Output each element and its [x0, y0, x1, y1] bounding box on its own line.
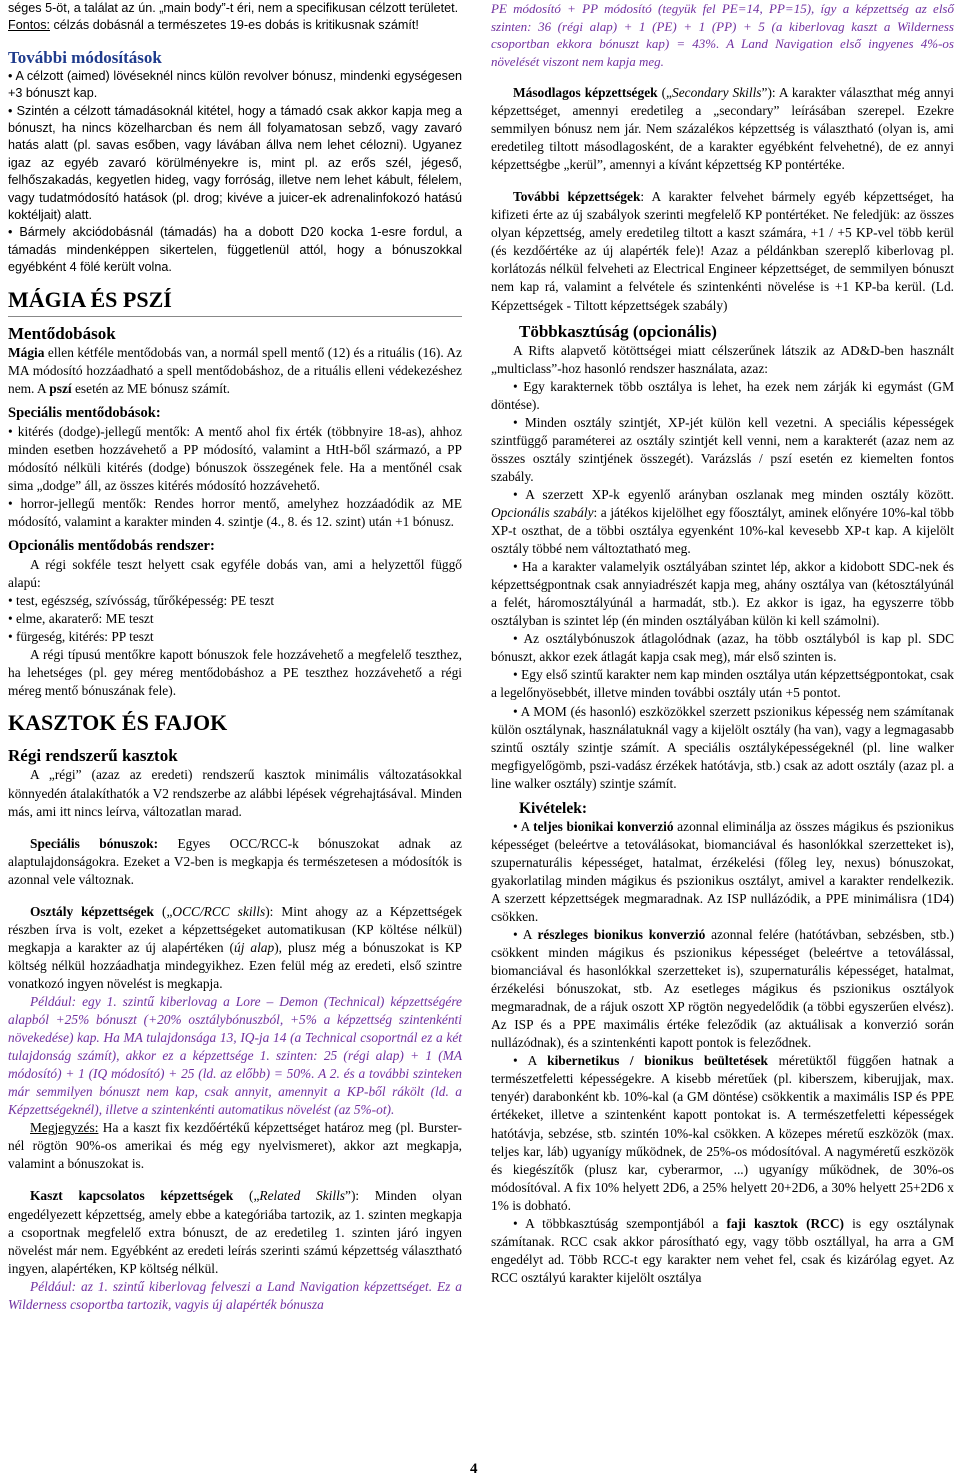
- bold-term: További képzettségek: [513, 189, 641, 205]
- paragraph: [8, 17, 462, 34]
- text: : a játékos kijelölhet egy főosztályt, aminek előnyére 10%-kal több XP-t oszthat, de a többi osztálya egyenként 10%-kal kevesebb XP-t kap. A kijelölt osztály többé nem változtatható meg.: [491, 504, 954, 557]
- bullet-item: • Egy első szintű karakter nem kap minden osztálya után képzettségpontokat, csak a legelőnyösebbét, illetve minden további osztály után +5 pontot.: [491, 667, 954, 701]
- bullet-item: [491, 926, 954, 1052]
- text: méretüktől függően hatnak a természetfeletti képességekre. A kisebb méretűek (pl. kiberszem, kiberujjak, max. tenyér) darabonként kb. 10%-kal (a GM döntése) csökkentik a maximális ISP és PPE értékeket, illetve a szintenként kapott pontokat is. A természetfeletti képességek hatótávja, sebzése, stb. szintén 10%-kal csökken. A közepes méretű eszközök (max. teljes kar, láb) ugyanígy működnek, de 25%-os módosítóval. A nagyméretű eszközök és kiegészítők (plusz kar, cyberarmor, ...) ugyanígy működnek, de 30%-os módosítóval. A fix 10% helyett 2D6, a 25% helyett 20+2D6, a 30% helyett 25+2D6 x 1% is dobható.: [491, 1053, 955, 1213]
- bold-term: faji kasztok (RCC): [726, 1215, 845, 1231]
- paragraph: A Rifts alapvető kötöttségei miatt célszerűnek látszik az AD&D-ben használt „multiclass”-hoz hasonló rendszer használata, azaz:: [491, 342, 954, 376]
- text: ”): A karakter választhat még annyi képzettséget, amennyi eredetileg a „secondary” leírásában szerepel. Ezekre semmilyen bónusz nem jár. Nem százalékos képzettség is választható (olyan is, ami eredetileg tiltott másodlagosként, de a karakter egyébként felvehetné), de ez annyi képzettségbe „kerül”, amennyi a kívánt képzettség KP pontértéke.: [491, 85, 954, 173]
- bold-term: Speciális bónuszok:: [30, 835, 159, 851]
- paragraph: [8, 835, 462, 889]
- section-heading: Régi rendszerű kasztok: [8, 746, 178, 766]
- chapter-heading: MÁGIA ÉS PSZÍ: [8, 287, 462, 317]
- text: : A karakter felvehet bármely egyéb képzettséget, ha kifizeti érte az új szabályok szerinti megfelelő KP pontértéket. Ne feledjük: az összes olyan képzettség, amely eredetileg tiltott a kaszt számára, +1 / +5 KP-vel több kerül (és kezdőértéke az új alapérték fele)! Azaz a példánkban szereplő kiberlovag pl. korlátozás nélkül felveheti az Electrical Engineer képzettséget, de semmilyen bónuszt nem kap rá, valamint a felvétele és szintenkénti növelése is +1 KP-ba kerül. (Ld. Képzettségek - Tiltott képzettségek szabály): [491, 189, 954, 313]
- text: Ha a kaszt fix kezdőértékű képzettséget határoz meg (pl. Burster-nél rögtön 90%-os amerikai és még egy nyelvismeret), akkor azt megkapja, valamint a bónuszokat is.: [8, 1120, 462, 1172]
- text: is egy osztálynak számítanak. RCC csak akkor párosítható egy, vagy több osztállyal, ha arra a GM engedélyt ad. Több RCC-t egy karakter nem vehet fel, csak és kizárólag egyet. Az RCC osztályú karakter kijelölt osztálya: [491, 1215, 954, 1285]
- paragraph: Osztály képzettségek („OCC/RCC skills): Mint ahogy az a Képzettségek részben írva is volt, ezeket a képzettségeket automatikusan (KP költése nélkül) megkapja a karakter az új alapértéken (új alap), plusz még a bónuszokat is KP költség nélkül hozzáadhatja mindegyikhez. Ezen felül még az eredeti, első szintre vonatkozó ingyen növelést is megkapja.: [8, 903, 463, 991]
- text: • A többkasztúság szempontjából a: [513, 1215, 727, 1231]
- bullet-item: [491, 486, 954, 558]
- bold-term: kibernetikus / bionikus beültetések: [547, 1053, 768, 1069]
- left-column: [8, 0, 462, 1314]
- paragraph: [491, 188, 954, 314]
- bullet-item: • Egy karakternek több osztálya is lehet, ha ezek nem zárják ki egymást (GM döntése).: [491, 378, 954, 412]
- bullet-item: [491, 1215, 954, 1287]
- page-number: 4: [470, 1461, 478, 1477]
- bold-term: Kaszt kapcsolatos képzettségek: [30, 1188, 234, 1204]
- bullet-item: • Az osztálybónuszok átlagolódnak (azaz, ha több osztályból is kap pl. SDC bónuszt, akkor ezek átlagát kapja csak meg), már első szinten is.: [491, 631, 954, 665]
- text: Egyes OCC/RCC-k bónuszokat adnak az alaptulajdonságokra. Ezeket a V2-ben is megkapja és természetesen a módosítók is azonnal vele változnak.: [8, 835, 462, 887]
- paragraph: A régi típusú mentőkre kapott bónuszok fele hozzávehető a megfelelő teszthez, ha lehetséges (pl. gey méreg mentődobáshoz a PE teszthez hozzávehető a régi méreg mentő bónuszának fele).: [8, 647, 462, 699]
- text: • A: [513, 1053, 548, 1069]
- bullet-item: • Szintén a célzott támadásoknál kitétel, hogy a támadó csak akkor kapja meg a bónuszt, ha nincs közelharcban és nem áll folyamatosan sebző, vagy zavaró hatás alatt (pl. savas esőben, vagy lávában állva nem lehet célozni). Ugyanez igaz az egyéb zavaró körülményekre is, mint pl. az erős szél, jégeső, felhőszakadás, kegyetlen hideg, vagy forróság, illetve nem lehet kábult, félelem, vagy tudatmódosító hatások (pl. drog; kivéve a juicer-ek adrenalinfokozó hatású koktéljait) alatt.: [8, 103, 462, 223]
- text: • A: [513, 927, 538, 943]
- subsection-heading: Speciális mentődobások:: [8, 404, 161, 421]
- subsection-heading: Kivételek:: [519, 799, 588, 817]
- paragraph: Kaszt kapcsolatos képzettségek („Related Skills”): Minden olyan engedélyezett képzettség, amely ebbe a kategóriába tartozik, az 1. szinten megkapja a csoportnak megfelelő extra bónuszt, de az eredetileg 1. szinten járó ingyen növelést már nem. Egyébként az eredeti leírás szerinti számú képzettség választható ingyen, alapértéken, KP költség nélkül.: [8, 1188, 462, 1276]
- bullet-item: • Ha a karakter valamelyik osztályában szintet lép, akkor a kidobott SDC-nek és képzettségpontnak csak annyiadrészét kapja meg, ahány osztálya van (kétosztályúnál a felét, háromosztályúnál a harmadát, stb.). Ez akkor is igaz, ha egyszerre több osztályban is szintet lép (én minden osztályában külön ki kell számolni).: [491, 559, 954, 629]
- bold-term: teljes bionikai konverzió: [533, 818, 674, 834]
- bullet-item: • elme, akaraterő: ME teszt: [8, 611, 154, 627]
- bullet-item: • Bármely akciódobásnál (támadás) ha a dobott D20 kocka 1-esre fordul, a támadás mindenképpen sikertelen, függetlenül attól, hogy a bónuszokkal egyébként 4 fölé került volna.: [8, 225, 462, 275]
- paragraph: séges 5-öt, a találat az ún. „main body”-t éri, nem a specifikusan célzott területet.: [8, 1, 459, 15]
- example-paragraph: Például: egy 1. szintű kiberlovag a Lore – Demon (Technical) képzettségére alapból +25% bónuszt (+20% osztálybónuszból, +5% a képzettség szintenkénti növekedése) kap. Ha MA tulajdonsága 13, IQ-ja 14 (a Technical csoportnál ez a két tulajdonság számít), akkor ez a képzettsége 1. szinten: 25 (régi alap) + 1 (MA módosító) + 1 (IQ módosító) + 25 (ld. az előbb) = 50%. A 2. és a további szinteken már semmilyen bónuszt nem kap, csak annyit, amennyit a KP-ből rákölt (ld. a Képzettségeknél), illetve a szintenkénti automatikus növelést (az 5%-ot).: [8, 994, 462, 1118]
- paragraph: A „régi” (azaz az eredeti) rendszerű kasztok minimális változatásokkal könnyedén átalakíthatók a V2 rendszerbe az alábbi lépések végrehajtásával. Minden más, ami itt nincs leírva, változatlan marad.: [8, 767, 462, 819]
- paragraph: Másodlagos képzettségek („Secondary Skills”): A karakter választhat még annyi képzettséget, amennyi eredetileg a „secondary” leírásában szerepel. Ezekre semmilyen bónusz nem jár. Nem százalékos képzettség is választható (olyan is, ami eredetileg tiltott másodlagosként, de a karakter egyébként felvehetné), de ez annyi képzettségbe „kerül”, amennyi a kívánt képzettség KP pontértéke.: [491, 85, 954, 173]
- paragraph: [8, 1119, 462, 1173]
- italic-term: Opcionális szabály: [491, 504, 594, 520]
- bullet-item: • Minden osztály szintjét, XP-jét külön kell vezetni. A speciális képességek szintfüggő paraméterei az osztály szintjét kell venni, nem a karakterét (azaz nem az összes osztály szintjének összegét). Varázslás / pszí esetén ez kiemelten fontos szabály.: [491, 414, 954, 484]
- text: ), plusz még a bónuszokat is KP költség nélkül hozzáadhatja mindegyikhez. Ezen felül még az eredeti, első szintre vonatkozó ingyen növelést is megkapja.: [8, 939, 462, 991]
- underlined-label: Fontos:: [8, 18, 50, 33]
- bullet-item: [491, 1052, 954, 1214]
- right-column: [491, 0, 954, 1287]
- text: célzás dobásnál a természetes 19-es dobás is kritikusnak számít!: [50, 18, 419, 33]
- section-heading: Többkasztúság (opcionális): [519, 321, 717, 341]
- paragraph: [8, 344, 462, 398]
- bullet-item: • horror-jellegű mentők: Rendes horror mentő, amelyhez hozzáadódik az ME módosító, valamint a karakter minden 4. szintje (4., 8. és 12. szint) után +1 bónusz.: [8, 496, 462, 530]
- bullet-item: • kitérés (dodge)-jellegű mentők: A mentő ahol fix érték (többnyire 18-as), ahhoz minden esetben hozzávehető a PP módosító, valamint a HtH-ből származó, a PP módosító nélküli kitérés (dodge) bónuszok összegének fele. Ha a mentőnél csak sima „dodge” áll, az összes kitérés módosító hozzávehető.: [8, 423, 462, 493]
- bold-term: részleges bionikus konverzió: [537, 927, 706, 943]
- underlined-label: Megjegyzés:: [30, 1120, 99, 1136]
- bullet-item: [491, 818, 954, 926]
- text: azonnal felére (hatótávban, sebzésben, stb.) csökkent minden mágikus és pszionikus képességet (beleértve a tetoválással, biomanciával és hasonlókkal szerzetteket is), szupernaturális képességet, hatalmat, érzékelési bónuszokat, stb. Az esetleges mágikus és pszionikus osztályok megmaradnak, de a rájuk oszott XP rögtön negyedelődik (a többi egyszerűen elvész). Az ISP és a PPE maximális értéke feleződik (az aktuálisak a konverzió során nullázódnak), és a szintenkénti kapott pontok is feleződnek.: [491, 927, 955, 1051]
- example-paragraph: Például: az 1. szintű kiberlovag felveszi a Land Navigation képzettséget. Ez a Wilderness csoportba tartozik, vagyis új alapérték bónusza: [8, 1278, 462, 1312]
- bullet-item: • test, egészség, szívósság, tűrőképesség: PE teszt: [8, 593, 275, 609]
- text: esetén az ME bónusz számít.: [71, 380, 231, 396]
- text: ”): Minden olyan engedélyezett képzettség, amely ebbe a kategóriába tartozik, az 1. szinten megkapja a csoportnak megfelelő extra bónuszt, de az eredetileg 1. szinten járó ingyen növelést már nem. Egyébként az eredeti leírás szerinti számú képzettség választható ingyen, alapértéken, KP költség nélkül.: [8, 1188, 462, 1276]
- example-paragraph: PE módosító + PP módosító (tegyük fel PE=14, PP=15), így a képzettség az első szinten: 36 (régi alap) + 1 (PE) + 1 (PP) + 5 (a kiberlovag kaszt a Wilderness csoportban ekkora bónuszt kap) = 43%. A Land Navigation első ingyenes 4%-os növelését viszont nem kapja meg.: [491, 1, 954, 69]
- text: • A szerzett XP-k egyenlő arányban oszlanak meg minden osztály között.: [513, 486, 954, 502]
- section-heading: Mentődobások: [8, 323, 116, 343]
- bullet-item: • fürgeség, kitérés: PP teszt: [8, 629, 154, 645]
- text: ): Mint ahogy az a Képzettségek részben írva is volt, ezeket a képzettségeket automatikusan (KP költése nélkül) megkapja a karakter az új alapértéken (: [8, 903, 463, 955]
- italic-term: Secondary Skills: [672, 85, 762, 100]
- italic-term: Related Skills: [259, 1188, 346, 1204]
- bold-term: Osztály képzettségek: [30, 903, 155, 919]
- section-heading: További módosítások: [8, 47, 162, 67]
- text: ellen kétféle mentődobás van, a normál spell mentő (12) és a rituális (16). Az MA módosító hozzáadható a spell mentődobáshoz, de a rituális elleni védekezéshez nem. A: [8, 344, 462, 396]
- paragraph: A régi sokféle teszt helyett csak egyféle dobás van, ami a helyzettől függő alapú:: [8, 557, 462, 591]
- bullet-item: • A MOM (és hasonló) eszközökkel szerzett pszionikus képesség nem számítanak külön osztálynak, használatuknál vagy a kijelölt osztály (ha van), vagy a legmagasabb szintű osztály szintje számít. A speciális osztályképességeknél (pl. line walker megfigyelőgömb, pszi-vadász érzékek hatótávja, stb.) csak az adott osztály (azaz pl. a line walker osztály) szintje számít.: [491, 703, 954, 791]
- bold-term: Másodlagos képzettségek: [513, 85, 658, 100]
- bold-term: Mágia: [8, 344, 45, 360]
- italic-term: OCC/RCC skills: [172, 903, 266, 919]
- text: • A: [513, 818, 534, 834]
- subsection-heading: Opcionális mentődobás rendszer:: [8, 538, 215, 555]
- italic-term: új alap: [234, 939, 275, 955]
- chapter-heading: KASZTOK ÉS FAJOK: [8, 710, 228, 736]
- bold-term: pszí: [49, 380, 72, 396]
- text: azonnal eliminálja az összes mágikus és pszionikus képességet (beleértve a tetoválásokat, biomanciával és hasonlókkal szerzetteket is), szupernaturális képességet, hatalmat, érzékelési (főleg ley, nexus) bónuszokat, gyakorlatilag minden mágikus és pszionikus osztályt, amivel a karakter rendelkezik. A szerzett képzettségek megmaradnak. Az ISP nullázódik, a PPE minimálisra (1D4) csökken.: [491, 818, 955, 924]
- bullet-item: • A célzott (aimed) lövéseknél nincs külön revolver bónusz, mindenki egységesen +3 bónuszt kap.: [8, 68, 462, 101]
